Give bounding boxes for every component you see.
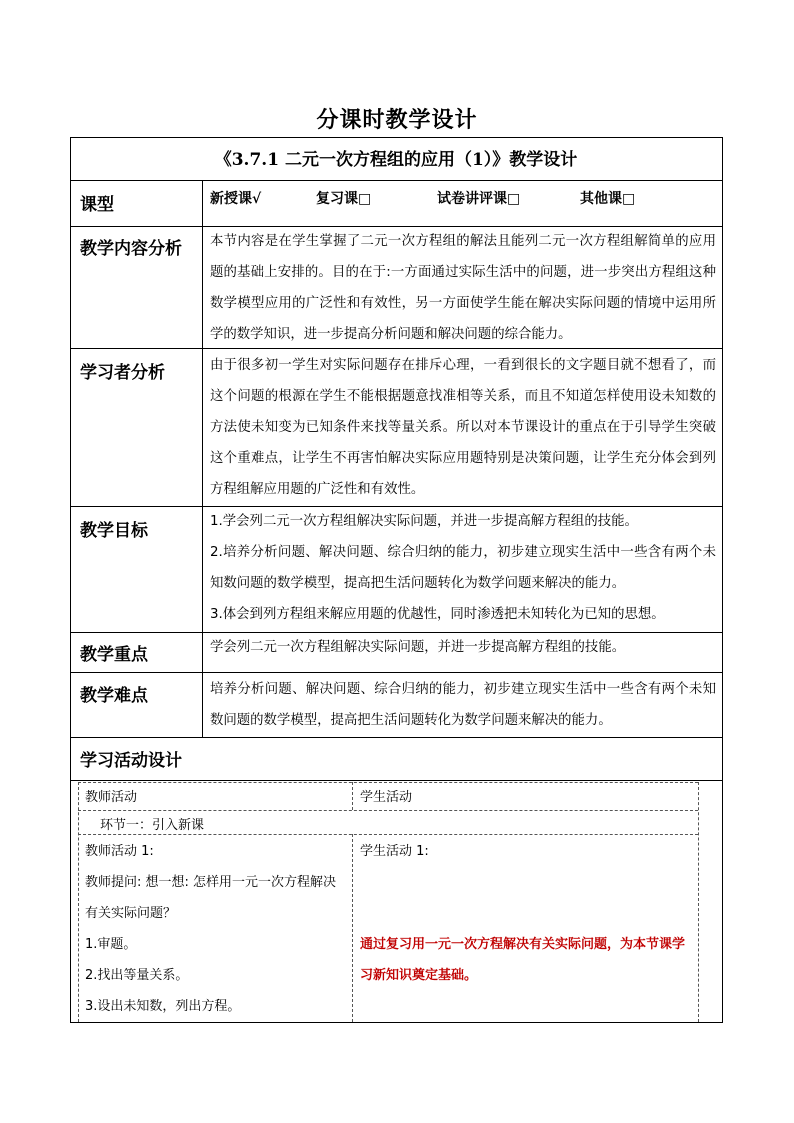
teacher-step: 1.审题。: [85, 937, 137, 952]
lesson-title: 《3.7.1 二元一次方程组的应用（1）》教学设计: [214, 150, 578, 170]
objectives-label: 教学目标: [80, 521, 148, 541]
objective-item: 1.学会列二元一次方程组解决实际问题，并进一步提高解方程组的技能。: [210, 514, 638, 529]
course-type-label: 课型: [80, 195, 114, 215]
content-analysis-text: 本节内容是在学生掌握了二元一次方程组的解法且能列二元一次方程组解简单的应用题的基础上安排的。目的在于:一方面通过实际生活中的问题，进一步突出方程组这种数学模型应用的广泛性和有效性，另一方面使学生能在解决实际问题的情境中运用所学的数学知识，进一步提高分析问题和解决问题的综合能力。: [210, 234, 716, 342]
inner-column-divider: [352, 834, 353, 1022]
row-divider: [70, 737, 723, 738]
key-points-label: 教学重点: [80, 645, 148, 665]
row-divider: [70, 780, 723, 781]
teacher-step: 2.找出等量关系。: [85, 968, 189, 983]
teacher-question: 教师提问: 想一想: 怎样用一元一次方程解决有关实际问题？: [85, 875, 337, 921]
content-analysis-label: 教学内容分析: [80, 239, 182, 259]
objective-item: 2.培养分析问题、解决问题、综合归纳的能力，初步建立现实生活中一些含有两个未知数问题的数学模型，提高把生活问题转化为数学问题来解决的能力。: [210, 545, 716, 591]
row-divider: [70, 672, 723, 673]
objectives-list: [210, 506, 716, 630]
inner-border-right: [698, 782, 699, 1022]
row-divider: [70, 180, 723, 181]
learner-analysis-text: 由于很多初一学生对实际问题存在排斥心理，一看到很长的文字题目就不想看了，而这个问题的根源在学生不能根据题意找准相等关系，而且不知道怎样使用设未知数的方法使未知变为已知条件来找等量关系。所以对本节课设计的重点在于引导学生突破这个重难点，让学生不再害怕解决实际应用题特别是决策问题，让学生充分体会到列方程组解应用题的广泛性和有效性。: [210, 358, 716, 497]
objective-item: 3.体会到列方程组来解应用题的优越性，同时渗透把未知转化为已知的思想。: [210, 607, 665, 622]
inner-border-left: [78, 782, 79, 1022]
course-type-option-other: 其他课□: [580, 191, 636, 207]
course-type-option-review: 复习课□: [316, 191, 372, 207]
inner-divider: [78, 782, 698, 783]
learner-analysis-label: 学习者分析: [80, 363, 165, 383]
segment-label: 环节一：引入新课: [100, 818, 205, 833]
activity-design-label: 学习活动设计: [80, 751, 182, 771]
student-note: 通过复习用一元一次方程解决有关实际问题，为本节课学习新知识奠定基础。: [360, 937, 686, 983]
course-type-option-exam: 试卷讲评课□: [437, 191, 521, 207]
key-points-text: 学会列二元一次方程组解决实际问题，并进一步提高解方程组的技能。: [210, 640, 626, 655]
difficulties-label: 教学难点: [80, 686, 148, 706]
difficulties-text: 培养分析问题、解决问题、综合归纳的能力，初步建立现实生活中一些含有两个未知数问题的数学模型，提高把生活问题转化为数学问题来解决的能力。: [210, 682, 716, 728]
document-title: 分课时教学设计: [316, 107, 478, 133]
teacher-activity-title: 教师活动 1:: [85, 844, 154, 859]
inner-divider: [78, 810, 698, 811]
course-type-option-new: 新授课√: [210, 191, 262, 207]
inner-column-divider: [352, 782, 353, 810]
student-activity-title: 学生活动 1:: [360, 844, 429, 859]
teacher-step: 3.设出未知数，列出方程。: [85, 999, 241, 1014]
student-activity-header: 学生活动: [360, 790, 413, 805]
teacher-activity-header: 教师活动: [85, 790, 138, 805]
inner-divider: [78, 834, 698, 835]
column-divider: [202, 180, 203, 737]
